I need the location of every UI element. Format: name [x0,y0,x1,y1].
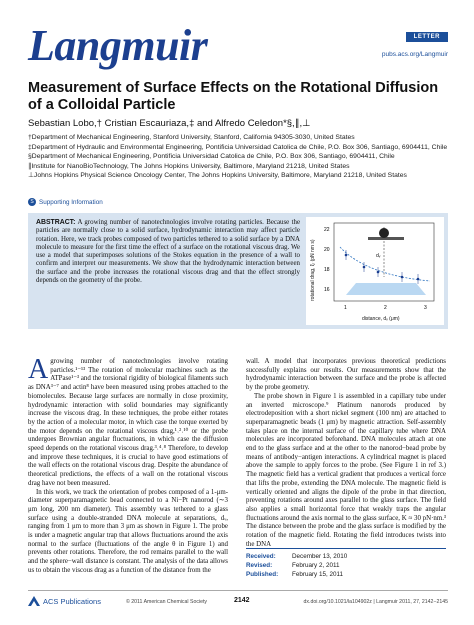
journal-title[interactable]: Langmuir [28,21,208,70]
abstract-box [28,213,448,329]
x-tick-label: 1 [344,305,347,311]
toc-graphic[interactable] [306,217,444,325]
page-number: 2142 [234,597,250,604]
paragraph: In this work, we track the orientation of probes composed of a 1-μm-diameter superparamagnetic bead connected to a Ni−Pt nanorod (∼3 μm long, 200 nm diameter). This assembly was tethered to a glass surface using a double-stranded DNA molecule at separations, dᵥ, ranging from 1 μm to more than 3 μm as shown in Figure 1. The probe is under a magnetic angular trap that allows fluctuations around the axis normal to the surface (fluctuations of the angle θ in Figure 1) and prevents other rotations. Therefore, the rod remains parallel to the wall and the sphere−wall distance is constant. The analysis of the data allows us to obtain the viscous drag as a function of the distance from the [28,488,228,574]
magnetic-bead [379,228,389,238]
body-column-left [28,354,228,576]
probe-label: dᵥ [376,253,381,259]
paragraph: The probe shown in Figure 1 is assembled in a capillary tube under an inverted microscope.⁹ Platinum nanorods produced by electrodeposition with a short nickel segment (100 nm) are attached to superparamagnetic beads (1 μm) by magnetic attraction. Self-assembly takes place on the internal surface of the capillary tube where DNA molecules are incorporated beforehand. DNA molecules attach at one end to the glass surface and at the other to the nanorod−bead probe by means of antibody−antigen interactions. A cylindrical magnet is placed above the sample to apply forces to the probe. (See Figure 1 in ref 3.) The magnetic field has a vertical gradient that produces a vertical force that lifts the probe, extending the DNA molecule. The magnetic field is vertically oriented and aligns the dipole of the probe in that direction, preventing rotations around axes parallel to the glass surface. The field also applies a small horizontal force that weakly traps the angular fluctuations around the axis normal to the glass surface, K ≈ 30 pN·nm.³ The distance between the probe and the glass surface is modified by the rotation of the magnetic field. Rotating the field introduces twists into the DNA [246,392,446,548]
journal-url-link[interactable]: pubs.acs.org/Langmuir [381,51,448,58]
acs-logo-icon [28,596,40,606]
x-ticks [344,305,427,311]
drop-cap: A [28,354,49,385]
glass-surface [346,283,426,295]
y-tick-label: 18 [324,267,330,273]
masthead [28,22,448,72]
author-list[interactable]: Sebastian Lobo,† Cristian Escauriaza,‡ and Alfredo Celedon*§,∥,⊥ [28,118,311,129]
y-ticks [324,227,330,293]
publisher-name: ACS Publications [43,596,101,606]
date-value: February 15, 2011 [292,571,343,578]
supporting-info-label: Supporting Information [39,198,103,206]
y-tick-label: 16 [324,287,330,293]
publication-dates [246,548,446,579]
abstract [36,219,300,285]
abstract-label: ABSTRACT: [36,219,76,226]
y-axis-label: rotational drag, ξᵣ (pN nm s) [310,239,316,301]
date-value: December 13, 2010 [292,553,348,560]
article-title: Measurement of Surface Effects on the Rotational Diffusion of a Colloidal Particle [28,80,439,113]
affiliation-5: ⊥Johns Hopkins Physical Science Oncology Center, The Johns Hopkins University, Baltimore, Maryland 21218, United States [28,172,407,180]
date-value: February 2, 2011 [292,562,340,569]
x-tick-label: 3 [424,305,427,311]
doi-link[interactable]: dx.doi.org/10.1021/la104902z | Langmuir 2011, 27, 2142−2145 [303,599,448,605]
abstract-text: A growing number of nanotechnologies involve rotating particles. Because the particles are normally close to a solid surface, hydrodynamic interaction may affect particle rotation. Here, we track probes composed of two particles tethered to a solid surface by a DNA molecule to measure for the first time the effect of a surface on the rotational viscous drag. We use a model that superimposes solutions of the Stokes equation in the presence of a wall to confirm and interpret our measurements. We show that the hydrodynamic interaction between the surface and the probe increases the rotational viscous drag and that the effect strongly depends on the geometry of the probe. [36,219,301,285]
date-label: Published: [246,571,279,578]
y-tick-label: 22 [324,227,330,233]
acs-publications-logo[interactable] [28,596,101,606]
y-tick-label: 20 [324,247,330,253]
x-tick-label: 2 [384,305,387,311]
supporting-info-link[interactable] [28,198,103,206]
page-footer [28,590,448,610]
date-label: Revised: [246,562,273,569]
date-received [246,552,446,561]
date-revised [246,561,446,570]
affiliations [28,134,448,182]
drag-vs-distance-figure [306,217,444,325]
copyright: © 2011 American Chemical Society [126,599,207,605]
affiliation-2: ‡Department of Hydraulic and Environmental Engineering, Pontificia Universidad Catolica de Chile, P.O. Box 306, Santiago, 6904411, Chile [28,143,448,151]
affiliation-1: †Department of Mechanical Engineering, Stanford University, Stanford, California 94305-3030, United States [28,134,355,141]
affiliation-4: ∥Institute for NanoBioTechnology, The Johns Hopkins University, Baltimore, Maryland 21218, United States [28,162,350,170]
x-axis-label: distance, dᵥ (μm) [362,316,400,322]
paragraph: wall. A model that incorporates previous theoretical predictions successfully explains our results. Our measurements show that the hydrodynamic interaction between the surface and the probe is affected by the probe geometry. [246,358,446,392]
article-type-badge: LETTER [406,32,448,42]
body-column-right [246,358,446,549]
paragraph [28,354,228,489]
supporting-info-icon: S [28,198,36,206]
affiliation-3: §Department of Mechanical Engineering, Pontificia Universidad Catolica de Chile, P.O. Box 306, Santiago, 6904411, Chile [28,153,395,161]
date-label: Received: [246,553,276,560]
paragraph-text: growing number of nanotechnologies involve rotating particles.¹⁻¹³ The rotation of molecular machines such as the ATPase¹⁻³ and the torsional rigidity of biological filaments such as DNA³⁻⁷ and actin⁸ have been measured using probes attached to the biomolecules. Because large surfaces are normally in close proximity, hydrodynamic interaction with solid boundaries may significantly increase the viscous drag. In these techniques, the probe either rotates by the action of a molecular motor, in which case the torque exerted by the motor depends on the rotational viscous drag,¹˒²˒¹⁰ or the probe undergoes Brownian angular fluctuations, in which case the diffusion speed depends on the rotational viscous drag.³˒⁴˒⁸ Therefore, to develop and improve these techniques, it is crucial to have good estimations of the wall effects on the rotational viscous drag. Despite the abundance of theoretical predictions, the effects of a wall on the rotational viscous drag have not been measured. [28,358,228,487]
date-published [246,570,446,579]
